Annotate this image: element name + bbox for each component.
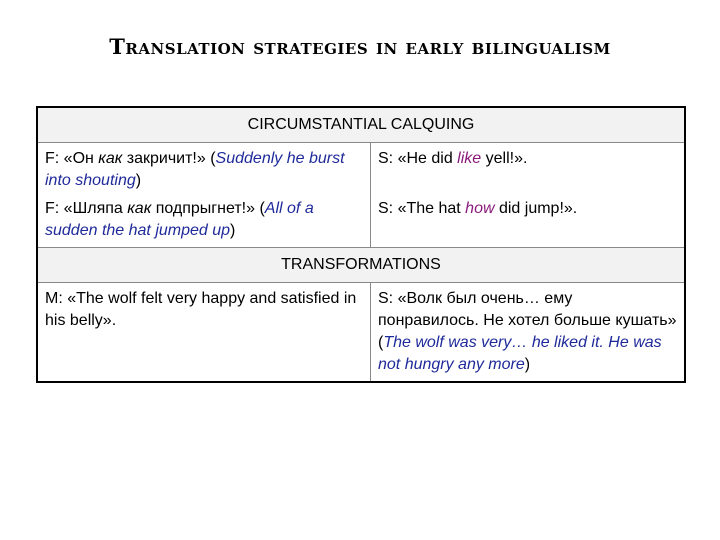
- section-heading-transformations: TRANSFORMATIONS: [37, 248, 685, 283]
- example-text: F: «Он: [45, 150, 99, 167]
- transformations-right-cell: [371, 283, 686, 383]
- highlighted-word: like: [457, 150, 482, 167]
- english-gloss: All of a sudden the hat jumped up: [45, 200, 314, 239]
- example-text: ): [135, 172, 142, 189]
- table-row: [37, 107, 685, 143]
- transformations-left-cell: M: «The wolf felt very happy and satisfied in his belly».: [37, 283, 371, 383]
- section-heading-calquing: CIRCUMSTANTIAL CALQUING: [37, 107, 685, 143]
- english-gloss: The wolf was very… he liked it. He was not hungry any more: [378, 334, 662, 373]
- calquing-example-2: [45, 198, 363, 242]
- calquing-example-1: [45, 148, 363, 192]
- translation-text: yell!».: [481, 150, 528, 167]
- calquing-translation-2: [378, 198, 677, 220]
- translation-text: S: «He did: [378, 150, 458, 167]
- example-text: F: «Шляпа: [45, 200, 128, 217]
- russian-text: S: «Волк был очень… ему понравилось. Не хотел больше кушать» (: [378, 290, 677, 351]
- calquing-translation-1: [378, 148, 677, 170]
- english-gloss: Suddenly he burst into shouting: [45, 150, 345, 189]
- calquing-left-cell: [37, 143, 371, 248]
- closing-paren: ): [524, 356, 531, 373]
- translation-text: did jump!».: [494, 200, 578, 217]
- table-row: [37, 248, 685, 283]
- table-row: [37, 283, 685, 383]
- highlighted-word: how: [465, 200, 495, 217]
- example-text: подпрыгнет!» (: [151, 200, 265, 217]
- example-text: как: [127, 200, 152, 217]
- translation-text: S: «The hat: [378, 200, 466, 217]
- example-text: как: [98, 150, 123, 167]
- calquing-right-cell: [371, 143, 686, 248]
- table-row: [37, 143, 685, 248]
- example-text: закричит!» (: [122, 150, 216, 167]
- page-title: Translation strategies in early bilingualism: [109, 34, 611, 59]
- example-text: ): [230, 222, 236, 239]
- strategies-table: [36, 106, 686, 383]
